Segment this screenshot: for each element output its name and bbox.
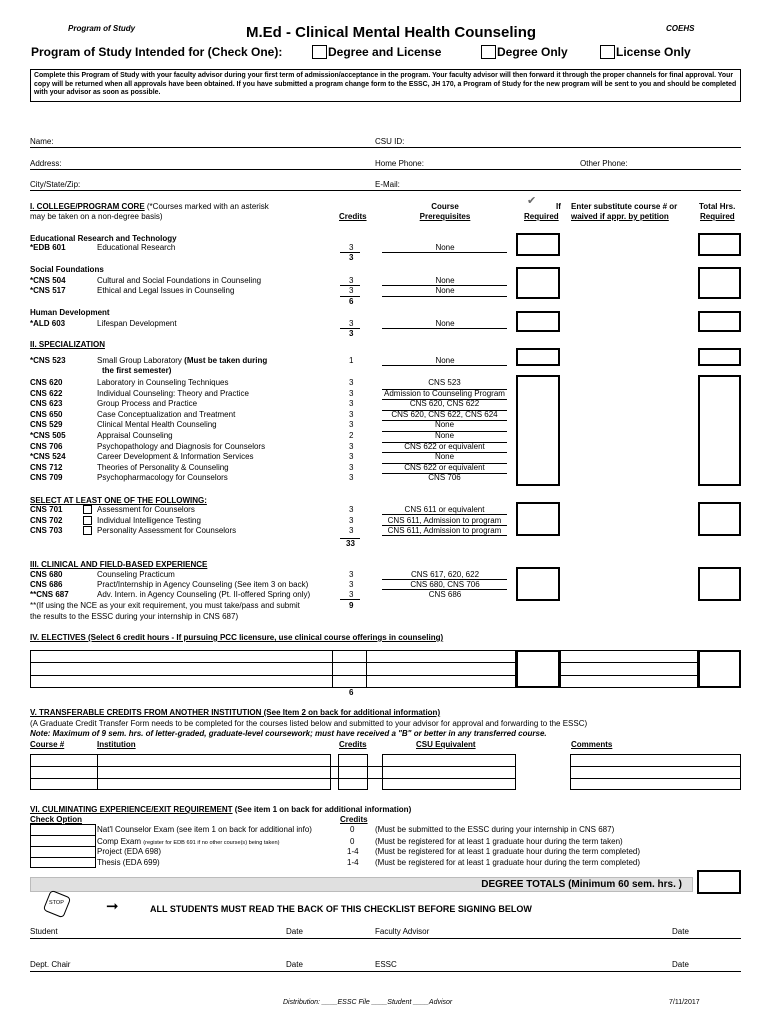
option-credits: 0 bbox=[350, 825, 355, 834]
degree-only-label: Degree Only bbox=[497, 45, 568, 59]
course-prereq: CNS 523 bbox=[428, 378, 461, 387]
option-label: Thesis (EDA 699) bbox=[97, 858, 160, 867]
course-code: *CNS 505 bbox=[30, 431, 66, 440]
course-code: CNS 701 bbox=[30, 505, 63, 514]
core-title: I. COLLEGE/PROGRAM CORE bbox=[30, 202, 145, 211]
subtotal-line bbox=[340, 599, 360, 600]
course-name: Career Development & Information Services bbox=[97, 452, 254, 462]
subtotal: 9 bbox=[349, 601, 354, 610]
instructions-text: Complete this Program of Study with your faculty advisor during your first term of admission/acceptance in the program. Your faculty advisor will then forward it through the proper channels for final approval. Your copy will be returned when all approvals have been obtained. If you have submitted a program change form to the ESSC, JH 170, a Program of Study for the new program will be sent to you and should be completed with your advisor as soon as possible. bbox=[34, 72, 737, 97]
option-credits: 0 bbox=[350, 837, 355, 846]
course-header: Course bbox=[431, 202, 459, 211]
transfer-title-note: (See Item 2 on back for additional information) bbox=[261, 708, 441, 717]
course-prereq: None bbox=[434, 452, 455, 462]
prereq-line bbox=[382, 420, 507, 421]
check-option-header: Check Option bbox=[30, 815, 83, 824]
stop-sign-text: STOP bbox=[49, 900, 64, 906]
course-name-text: Small Group Laboratory bbox=[97, 356, 182, 365]
prereq-line bbox=[382, 442, 507, 443]
essc-signature-label: ESSC bbox=[375, 960, 397, 969]
course-code: *CNS 524 bbox=[30, 452, 66, 462]
total-hrs-box[interactable] bbox=[698, 311, 741, 332]
course-prereq: None bbox=[435, 286, 455, 295]
prereq-line bbox=[382, 252, 507, 253]
course-prereq: CNS 611, Admission to program bbox=[387, 515, 502, 525]
other-phone-label: Other Phone: bbox=[580, 159, 628, 168]
advisor-date-label: Date bbox=[672, 927, 689, 936]
grid-line bbox=[560, 662, 698, 663]
course-credits: 3 bbox=[349, 420, 354, 430]
option-label bbox=[97, 838, 279, 847]
transfer-comments-grid[interactable] bbox=[570, 754, 741, 790]
grid-line bbox=[366, 662, 516, 663]
course-code: CNS 529 bbox=[30, 420, 63, 430]
course-prereq: None bbox=[435, 276, 455, 285]
course-prereq: CNS 611 or equivalent bbox=[404, 505, 485, 514]
subtotal: 3 bbox=[349, 329, 354, 338]
course-prereq: None bbox=[435, 356, 455, 365]
course-name: Assessment for Counselors bbox=[97, 505, 195, 514]
course-credits: 1 bbox=[349, 356, 354, 365]
revision-date: 7/11/2017 bbox=[669, 999, 700, 1006]
course-code: CNS 703 bbox=[30, 526, 63, 535]
option-note: (Must be submitted to the ESSC during your internship in CNS 687) bbox=[375, 825, 615, 834]
elective-substitute-grid[interactable] bbox=[560, 650, 698, 688]
city-state-zip-label: City/State/Zip: bbox=[30, 180, 81, 189]
course-code: *ALD 603 bbox=[30, 319, 66, 328]
elective-credits-grid[interactable] bbox=[332, 650, 367, 688]
subtotal: 3 bbox=[349, 253, 354, 262]
course-name: Individual Intelligence Testing bbox=[97, 515, 201, 525]
total-hrs-box[interactable] bbox=[698, 375, 741, 486]
grid-line bbox=[30, 675, 339, 676]
arrow-right-icon: ➞ bbox=[106, 898, 119, 915]
course-name: Appraisal Counseling bbox=[97, 431, 173, 440]
degree-totals-box[interactable] bbox=[697, 870, 741, 894]
option-note: (Must be registered for at least 1 graduate hour during the term taken) bbox=[375, 837, 623, 846]
course-code: *EDB 601 bbox=[30, 243, 66, 252]
chair-signature-label: Dept. Chair bbox=[30, 960, 71, 969]
prerequisites-header: Prerequisites bbox=[419, 212, 471, 221]
course-credits: 3 bbox=[349, 319, 354, 328]
col-comments: Comments bbox=[571, 740, 613, 749]
culminating-title-note: (See item 1 on back for additional information) bbox=[232, 805, 412, 814]
course-prereq: CNS 617, 620, 622 bbox=[410, 570, 480, 579]
course-code: CNS 680 bbox=[30, 570, 63, 579]
course-credits: 3 bbox=[349, 570, 354, 579]
prereq-line bbox=[382, 296, 507, 297]
option-note: (Must be registered for at least 1 graduate hour during the term completed) bbox=[375, 858, 641, 867]
essc-date-label: Date bbox=[672, 960, 689, 969]
course-name: Ethical and Legal Issues in Counseling bbox=[97, 286, 235, 295]
student-signature-label: Student bbox=[30, 927, 58, 936]
course-prereq: CNS 620, CNS 622, CNS 624 bbox=[391, 409, 498, 419]
course-prereq: CNS 620, CNS 622 bbox=[409, 399, 480, 409]
checkmark-icon: ✔ bbox=[527, 195, 537, 207]
specialization-heading: II. SPECIALIZATION bbox=[30, 340, 105, 349]
course-code: *CNS 523 bbox=[30, 356, 66, 365]
prereq-line bbox=[382, 399, 507, 400]
page-title: M.Ed - Clinical Mental Health Counseling bbox=[246, 24, 537, 41]
student-date-label: Date bbox=[286, 927, 303, 936]
degree-totals-bar bbox=[30, 877, 693, 892]
transfer-note: (A Graduate Credit Transfer Form needs to be completed for the courses listed below and submitted to your advisor for approval and forwarding to the ESSC) bbox=[30, 719, 588, 728]
grid-line bbox=[30, 662, 339, 663]
course-name: Case Conceptualization and Treatment bbox=[97, 409, 236, 419]
course-name: Laboratory in Counseling Techniques bbox=[97, 378, 229, 387]
course-code: *CNS 517 bbox=[30, 286, 66, 295]
signature-line[interactable] bbox=[30, 938, 741, 939]
course-name: Pract/Internship in Agency Counseling (See item 3 on back) bbox=[97, 580, 309, 589]
prereq-line bbox=[382, 514, 507, 515]
course-name: Counseling Practicum bbox=[97, 570, 175, 579]
course-credits: 3 bbox=[349, 580, 354, 589]
address-label: Address: bbox=[30, 159, 62, 168]
grid-line bbox=[332, 662, 367, 663]
transfer-equivalent-grid[interactable] bbox=[382, 754, 516, 790]
course-code: CNS 702 bbox=[30, 515, 63, 525]
total-hrs-box[interactable] bbox=[698, 650, 741, 688]
if-required-box[interactable] bbox=[516, 311, 560, 332]
course-credits: 3 bbox=[349, 409, 354, 419]
read-back-notice: ALL STUDENTS MUST READ THE BACK OF THIS CHECKLIST BEFORE SIGNING BELOW bbox=[150, 904, 532, 914]
culminating-credits-header: Credits bbox=[340, 815, 368, 824]
license-only-label: License Only bbox=[616, 45, 691, 59]
course-code: CNS 623 bbox=[30, 399, 63, 409]
col-csu-equivalent: CSU Equivalent bbox=[416, 740, 476, 749]
subtotal: 33 bbox=[346, 539, 355, 548]
if-required-box[interactable] bbox=[516, 650, 560, 688]
if-required-header: Required bbox=[524, 212, 559, 221]
course-prereq: CNS 686 bbox=[428, 590, 462, 599]
grid-line bbox=[560, 675, 698, 676]
college-label: COEHS bbox=[666, 24, 695, 33]
course-name: Cultural and Social Foundations in Counseling bbox=[97, 276, 262, 285]
transfer-title: V. TRANSFERABLE CREDITS FROM ANOTHER INSTITUTION bbox=[30, 708, 262, 717]
prereq-line bbox=[382, 431, 507, 432]
course-credits: 3 bbox=[349, 378, 354, 387]
nce-note-2: the results to the ESSC during your internship in CNS 687) bbox=[30, 612, 239, 621]
credit-line bbox=[340, 285, 360, 286]
subtotal: 6 bbox=[349, 688, 354, 697]
group-educational-research: Educational Research and Technology bbox=[30, 234, 177, 243]
name-line[interactable] bbox=[30, 147, 741, 148]
course-credits: 3 bbox=[349, 526, 354, 535]
course-name: Personality Assessment for Counselors bbox=[97, 526, 237, 535]
if-required-box[interactable] bbox=[516, 267, 560, 299]
license-only-checkbox[interactable] bbox=[600, 45, 615, 59]
course-prereq: None bbox=[434, 420, 455, 430]
select-course-checkbox[interactable] bbox=[83, 505, 92, 514]
course-name: Educational Research bbox=[97, 243, 176, 252]
home-phone-label: Home Phone: bbox=[375, 159, 424, 168]
prereq-line bbox=[382, 535, 507, 536]
grid-line bbox=[30, 846, 96, 847]
grid-line bbox=[332, 675, 367, 676]
course-credits: 3 bbox=[349, 590, 354, 599]
subtotal: 6 bbox=[349, 297, 354, 306]
col-course-number: Course # bbox=[30, 740, 65, 749]
course-name: Clinical Mental Health Counseling bbox=[97, 420, 217, 430]
culminating-heading bbox=[30, 806, 411, 814]
elective-course-grid[interactable] bbox=[30, 650, 339, 688]
intended-label: Program of Study Intended for (Check One): bbox=[31, 45, 283, 59]
course-code: CNS 706 bbox=[30, 441, 63, 451]
if-required-box[interactable] bbox=[516, 375, 560, 486]
prereq-line bbox=[382, 589, 507, 590]
total-hrs-header: Total Hrs. bbox=[699, 202, 736, 211]
degree-and-license-label: Degree and License bbox=[328, 45, 442, 59]
prereq-line bbox=[382, 473, 507, 474]
if-required-box[interactable] bbox=[516, 233, 560, 256]
course-prereq: CNS 622 or equivalent bbox=[404, 441, 485, 451]
transfer-max-note: Note: Maximum of 9 sem. hrs. of letter-graded, graduate-level coursework; must have received a "B" or better in any transferred course. bbox=[30, 729, 547, 738]
course-name: Psychopharmacology for Counselors bbox=[97, 473, 228, 483]
course-name-note: (Must be taken during bbox=[184, 356, 268, 365]
prereq-line bbox=[382, 328, 507, 329]
grid-line bbox=[30, 857, 96, 858]
option-credits: 1-4 bbox=[347, 847, 359, 856]
total-hrs-box[interactable] bbox=[698, 502, 741, 536]
course-credits: 3 bbox=[349, 399, 354, 409]
clinical-heading: III. CLINICAL AND FIELD-BASED EXPERIENCE bbox=[30, 560, 208, 569]
grid-line bbox=[30, 766, 516, 767]
prereq-line bbox=[382, 410, 507, 411]
course-credits: 3 bbox=[349, 515, 354, 525]
substitute-header: Enter substitute course # or bbox=[571, 202, 678, 211]
culminating-title: VI. CULMINATING EXPERIENCE/EXIT REQUIREMENT bbox=[30, 805, 233, 814]
course-credits: 3 bbox=[349, 473, 354, 483]
group-social-foundations: Social Foundations bbox=[30, 265, 104, 274]
option-label: Project (EDA 698) bbox=[97, 847, 162, 856]
select-course-checkbox[interactable] bbox=[83, 516, 92, 525]
course-name bbox=[97, 357, 267, 365]
prereq-line bbox=[382, 452, 507, 453]
course-credits: 3 bbox=[349, 452, 354, 462]
course-name: Adv. Intern. in Agency Counseling (Pt. II-offered Spring only) bbox=[97, 590, 311, 599]
total-hrs-box[interactable] bbox=[698, 267, 741, 299]
course-prereq: CNS 680, CNS 706 bbox=[410, 580, 480, 589]
course-name: Individual Counseling: Theory and Practice bbox=[97, 388, 249, 398]
total-hrs-box[interactable] bbox=[698, 348, 741, 366]
option-label-text: Comp Exam bbox=[97, 837, 142, 846]
option-note: (Must be registered for at least 1 graduate hour during the term completed) bbox=[375, 847, 641, 856]
signature-line[interactable] bbox=[30, 971, 741, 972]
grid-line bbox=[570, 778, 741, 779]
course-code: CNS 712 bbox=[30, 462, 63, 472]
program-of-study-label: Program of Study bbox=[68, 24, 136, 33]
total-hrs-box[interactable] bbox=[698, 233, 741, 256]
course-prereq: CNS 611, Admission to program bbox=[387, 526, 502, 535]
course-code: *CNS 504 bbox=[30, 276, 66, 285]
col-credits: Credits bbox=[339, 740, 367, 749]
address-line[interactable] bbox=[30, 169, 741, 170]
course-name: Lifespan Development bbox=[97, 319, 177, 328]
option-credits: 1-4 bbox=[347, 858, 359, 867]
degree-and-license-checkbox[interactable] bbox=[312, 45, 327, 59]
csu-id-label: CSU ID: bbox=[375, 137, 405, 146]
course-credits: 2 bbox=[349, 431, 354, 440]
course-code: **CNS 687 bbox=[30, 590, 69, 599]
course-code: CNS 622 bbox=[30, 388, 63, 398]
grid-line bbox=[570, 766, 741, 767]
chair-date-label: Date bbox=[286, 960, 303, 969]
grid-line bbox=[30, 778, 516, 779]
course-name: Psychopathology and Diagnosis for Counselors bbox=[97, 441, 266, 451]
prereq-line bbox=[382, 389, 507, 390]
degree-totals-label: DEGREE TOTALS (Minimum 60 sem. hrs. ) bbox=[481, 879, 682, 890]
electives-heading: IV. ELECTIVES (Select 6 credit hours - If pursuing PCC licensure, use clinical course offerings in counseling) bbox=[30, 633, 444, 642]
nce-note: **(If using the NCE as your exit requirement, you must take/pass and submit bbox=[30, 601, 300, 610]
prereq-line bbox=[382, 285, 507, 286]
select-one-heading: SELECT AT LEAST ONE OF THE FOLLOWING: bbox=[30, 496, 207, 505]
prereq-line bbox=[382, 579, 507, 580]
course-name-note-2: the first semester) bbox=[102, 366, 172, 375]
core-note-2: may be taken on a non-degree basis) bbox=[30, 212, 163, 221]
credits-header: Credits bbox=[339, 212, 367, 221]
grid-line bbox=[366, 675, 516, 676]
course-code: CNS 709 bbox=[30, 473, 63, 483]
advisor-signature-label: Faculty Advisor bbox=[375, 927, 430, 936]
course-code: CNS 620 bbox=[30, 378, 63, 387]
course-credits: 3 bbox=[349, 462, 354, 472]
course-credits: 3 bbox=[349, 388, 354, 398]
transfer-course-grid[interactable] bbox=[30, 754, 98, 790]
if-required-box[interactable] bbox=[516, 502, 560, 536]
name-label: Name: bbox=[30, 137, 54, 146]
substitute-header-2: waived if appr. by petition bbox=[571, 212, 669, 221]
email-label: E-Mail: bbox=[375, 180, 400, 189]
total-required-header: Required bbox=[700, 212, 735, 221]
city-line[interactable] bbox=[30, 190, 741, 191]
course-credits: 3 bbox=[349, 505, 354, 514]
transfer-credits-grid[interactable] bbox=[338, 754, 368, 790]
course-name: Theories of Personality & Counseling bbox=[97, 462, 229, 472]
if-required-box[interactable] bbox=[516, 567, 560, 601]
transfer-institution-grid[interactable] bbox=[97, 754, 331, 790]
option-label-note: (register for EDB 691 if no other course(s) being taken) bbox=[143, 840, 280, 846]
core-heading bbox=[30, 203, 269, 211]
course-prereq: None bbox=[434, 431, 455, 440]
transfer-heading bbox=[30, 709, 440, 717]
core-note: (*Courses marked with an asterisk bbox=[144, 202, 269, 211]
if-header: If bbox=[556, 202, 561, 211]
group-human-development: Human Development bbox=[30, 308, 110, 317]
course-credits: 3 bbox=[349, 276, 354, 285]
prereq-line bbox=[382, 463, 507, 464]
distribution-line: Distribution: ____ESSC File ____Student ____Advisor bbox=[283, 999, 453, 1006]
course-prereq: None bbox=[435, 243, 455, 252]
if-required-box[interactable] bbox=[516, 348, 560, 366]
course-credits: 3 bbox=[349, 441, 354, 451]
course-credits: 3 bbox=[349, 243, 354, 252]
total-hrs-box[interactable] bbox=[698, 567, 741, 601]
degree-only-checkbox[interactable] bbox=[481, 45, 496, 59]
course-credits: 3 bbox=[349, 286, 354, 295]
prereq-line bbox=[382, 365, 507, 366]
course-prereq: CNS 622 or equivalent bbox=[404, 462, 485, 472]
course-prereq: Admission to Counseling Program bbox=[384, 388, 505, 398]
course-name: Group Process and Practice bbox=[97, 399, 198, 409]
select-course-checkbox[interactable] bbox=[83, 526, 92, 535]
instructions-box bbox=[30, 69, 741, 102]
option-label: Nat'l Counselor Exam (see item 1 on back for additional info) bbox=[97, 825, 312, 834]
course-code: CNS 650 bbox=[30, 409, 63, 419]
course-code: CNS 686 bbox=[30, 580, 63, 589]
grid-line bbox=[30, 835, 96, 836]
course-prereq: CNS 706 bbox=[428, 473, 461, 483]
course-prereq: None bbox=[435, 319, 455, 328]
elective-prereq-grid[interactable] bbox=[366, 650, 516, 688]
col-institution: Institution bbox=[97, 740, 136, 749]
